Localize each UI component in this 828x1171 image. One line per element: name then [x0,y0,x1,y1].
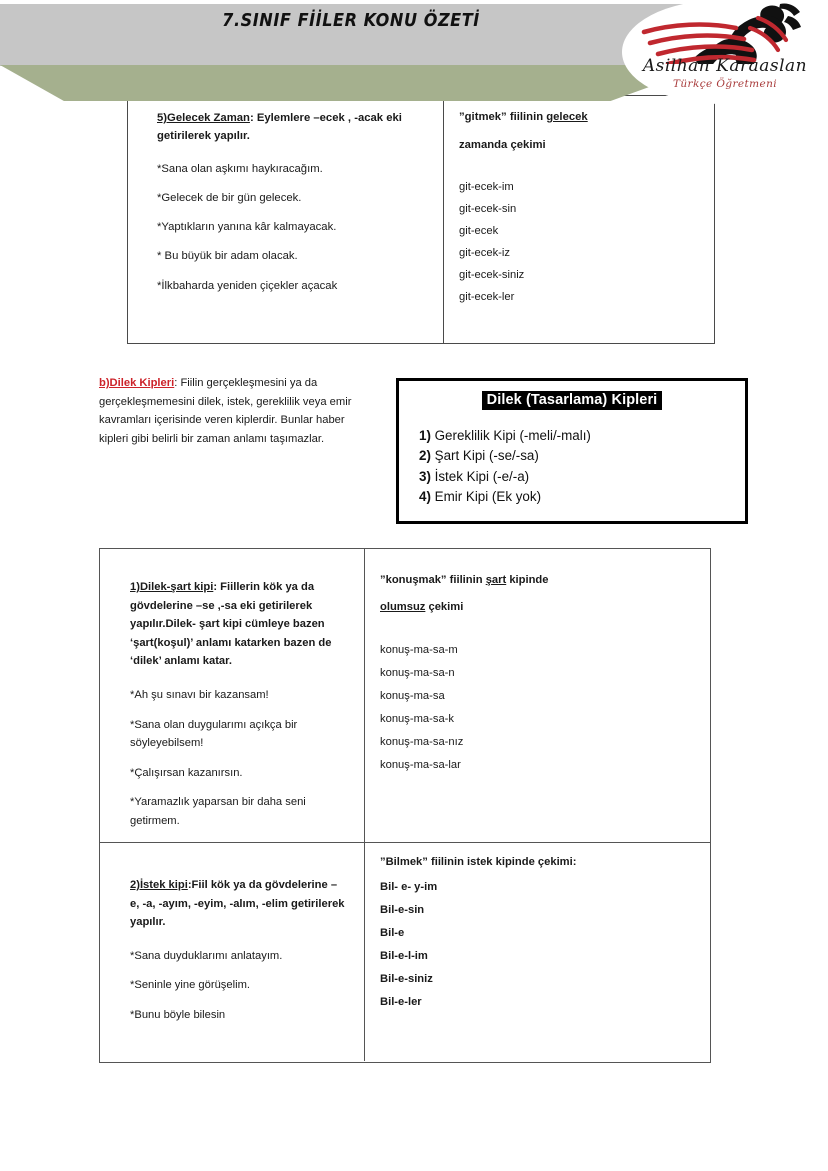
konusmak-heading-line2 [380,599,696,616]
table-cell-gitmek-conjugation [444,96,714,343]
list-item-number: 1) [419,428,431,443]
bilmek-heading: ”Bilmek” fiilinin istek kipinde çekimi: [380,856,577,868]
list-item [419,487,745,507]
gitmek-heading-line1 [459,109,700,126]
list-item: git-ecek [459,224,499,237]
gelecek-zaman-heading-rest: : Eylemlere –ecek , -acak eki getirilerek yapılır. [157,112,402,143]
gitmek-heading-line2: zamanda çekimi [459,138,546,151]
list-item: konuş-ma-sa-n [380,666,455,679]
list-item: Bil-e-l-im [380,949,428,962]
list-item-label: Gereklilik Kipi (-meli/-malı) [430,428,591,443]
dilek-kipleri-box [396,378,748,524]
list-item-label: Emir Kipi (Ek yok) [430,489,542,505]
list-item [419,426,745,446]
list-item: git-ecek-im [459,180,514,193]
dilek-kipleri-paragraph [99,374,367,449]
list-item [419,467,745,487]
gitmek-heading-pre: ”gitmek” fiilinin [459,111,547,123]
list-item: konuş-ma-sa-nız [380,735,464,748]
running-figure-icon [638,2,810,64]
list-item: Bil-e-ler [380,995,422,1008]
list-item: *Yaptıkların yanına kâr kalmayacak. [157,221,337,234]
istek-kipi-heading [130,876,346,932]
list-item: git-ecek-siniz [459,268,525,281]
table-row [100,549,710,843]
dilek-kipleri-list [399,426,745,508]
gitmek-heading-underlined: gelecek [546,111,588,123]
spacer [380,626,696,644]
gelecek-zaman-heading-label: 5)Gelecek Zaman [157,112,250,124]
list-item-number: 2) [419,448,431,464]
header-banner [0,4,702,66]
list-item: Bil-e [380,926,405,939]
page-title: 7.SINIF FİİLER KONU ÖZETİ [222,11,480,31]
list-item: konuş-ma-sa [380,689,445,702]
list-item: Bil-e-sin [380,903,425,916]
header-green-accent-shape [0,65,710,101]
list-item: *Ah şu sınavı bir kazansam! [130,688,269,701]
konusmak-heading-underlined: şart [485,574,507,586]
list-item: konuş-ma-sa-k [380,712,454,725]
list-item: git-ecek-iz [459,246,510,259]
table-dilek-kipleri [99,548,711,1063]
istek-kipi-heading-label: 2)İstek kipi [130,879,188,891]
logo-subtitle-text: Türkçe Öğretmeni [672,78,778,90]
list-item: *Yaramazlık yaparsan bir daha seni getirmem. [130,796,306,827]
gelecek-zaman-heading [157,109,425,146]
list-item-number: 3) [419,468,431,484]
dilek-sart-kipi-heading-label: 1)Dilek-şart kipi [130,581,214,593]
list-item: *Sana olan aşkımı haykıracağım. [157,162,323,175]
table-gelecek-zaman [127,95,715,344]
list-item: Bil- e- y-im [380,880,438,893]
list-item: git-ecek-ler [459,290,515,303]
dilek-kipleri-label: b)Dilek Kipleri [99,377,175,389]
spacer [459,165,700,181]
logo-name-text: Asilhan Karaaslan [642,56,808,76]
table-cell-konusmak-conjugation [365,549,710,842]
list-item: *Seninle yine görüşelim. [130,979,251,992]
dilek-kipleri-box-title-row [399,391,745,410]
table-row [100,843,710,1061]
table-cell-istek-kipi-definition [100,843,365,1061]
table-cell-gelecek-zaman-definition [128,96,444,343]
brand-logo [622,0,828,104]
list-item: Bil-e-siniz [380,972,433,985]
konusmak-heading-post: kipinde [506,574,549,586]
list-item: *Bunu böyle bilesin [130,1008,226,1021]
list-item: *Sana olan duygularımı açıkça bir söyleyebilsem! [130,718,298,750]
dilek-kipleri-text: : Fiilin gerçekleşmesini ya da gerçekleşmemesini dilek, istek, gereklilik veya emir kavramları içerisinde veren kiplerdir. Bunlar haber kipleri gibi belirli bir zaman anlamı taşımazlar. [99,377,352,446]
list-item [419,446,745,466]
konusmak-heading-pre: ”konuşmak” fiilinin [380,574,486,586]
list-item-number: 4) [419,489,431,505]
list-item: git-ecek-sin [459,202,517,215]
list-item: konuş-ma-sa-m [380,643,458,656]
list-item: *Çalışırsan kazanırsın. [130,766,243,779]
konusmak-heading-line2-underlined: olumsuz [380,600,426,613]
konusmak-heading-line2-rest: çekimi [425,600,464,613]
list-item: konuş-ma-sa-lar [380,758,461,771]
konusmak-heading-line1 [380,572,696,589]
dilek-sart-kipi-heading [130,578,346,671]
table-cell-bilmek-conjugation [365,843,710,1061]
list-item: * Bu büyük bir adam olacak. [157,250,298,263]
list-item: *Gelecek de bir gün gelecek. [157,191,302,204]
list-item-label: İstek Kipi (-e/-a) [430,468,530,484]
dilek-kipleri-box-title: Dilek (Tasarlama) Kipleri [482,391,663,410]
list-item-label: Şart Kipi (-se/-sa) [430,448,539,464]
dilek-sart-kipi-heading-rest: : Fiillerin kök ya da gövdelerine –se ,-sa eki getirilerek yapılır.Dilek- şart kipi cümleye bazen ‘şart(koşul)’ anlamı katarken bazen de ‘dilek’ anlamı katar. [130,581,332,668]
table-cell-dilek-sart-kipi-definition [100,549,365,842]
list-item: *İlkbaharda yeniden çiçekler açacak [157,279,338,292]
istek-kipi-heading-rest: :Fiil kök ya da gövdelerine –e, -a, -ayım, -eyim, -alım, -elim getirilerek yapılır. [130,879,345,929]
list-item: *Sana duyduklarımı anlatayım. [130,949,283,962]
